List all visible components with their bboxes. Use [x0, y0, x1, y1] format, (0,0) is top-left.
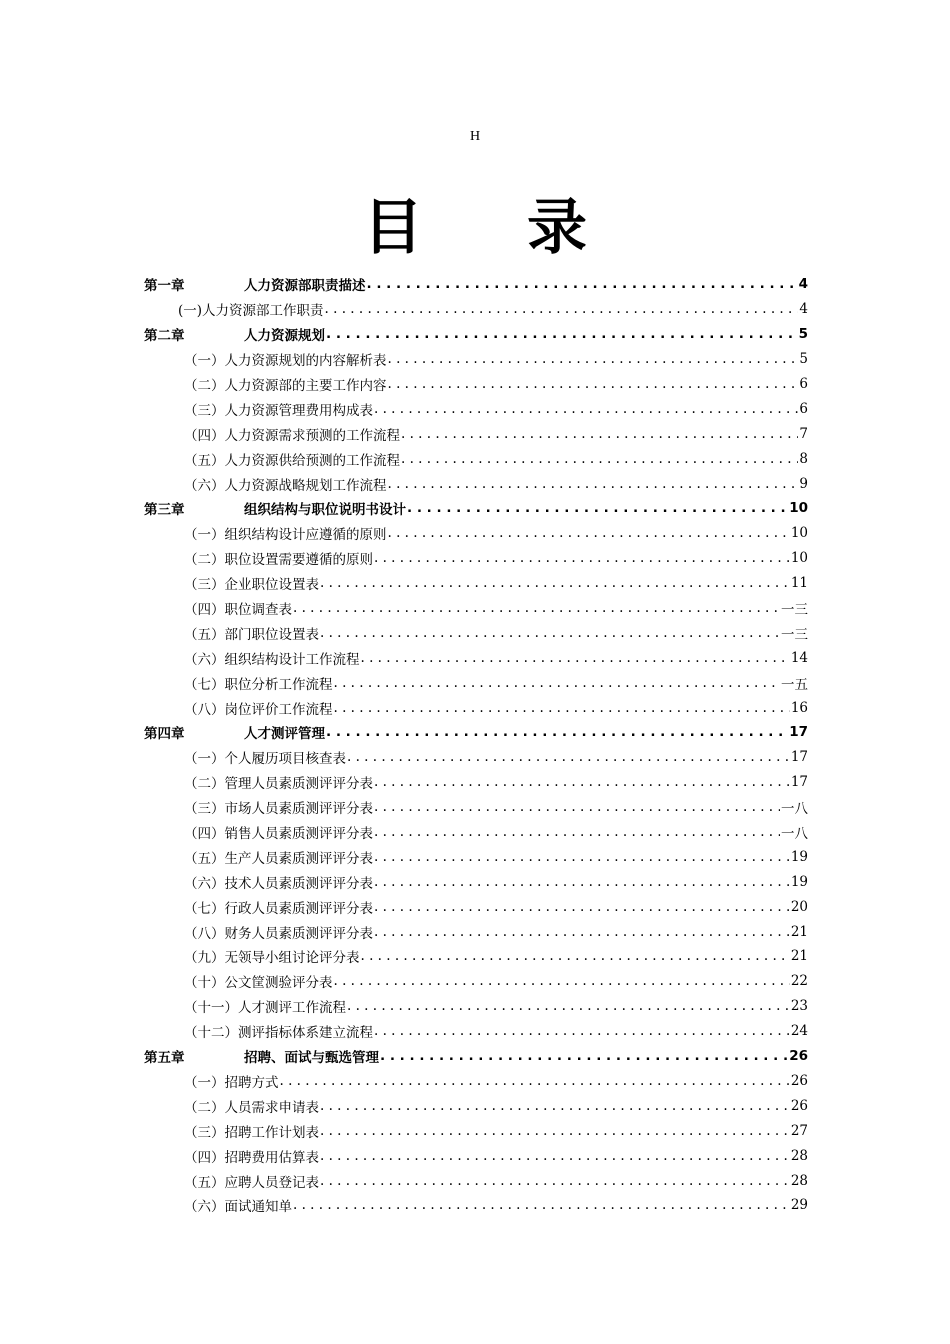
chapter-title: 组织结构与职位说明书设计 — [244, 502, 406, 519]
section-title: （八）岗位评价工作流程 — [184, 701, 333, 718]
section-title: （六）组织结构设计工作流程 — [184, 651, 360, 668]
toc-section-entry[interactable] — [144, 969, 808, 994]
section-title: （四）人力资源需求预测的工作流程 — [184, 427, 400, 444]
page-header-mark: H — [469, 129, 481, 144]
page-number: 一三 — [781, 602, 808, 619]
toc-chapter-entry[interactable] — [144, 496, 808, 521]
toc-section-entry[interactable] — [144, 446, 808, 471]
page-number: 一八 — [781, 801, 808, 818]
toc-chapter-entry[interactable] — [144, 720, 808, 745]
toc-section-entry[interactable] — [144, 695, 808, 720]
chapter-number: 第四章 — [144, 726, 185, 743]
page-number: 6 — [799, 400, 808, 417]
section-title: （七）职位分析工作流程 — [184, 676, 333, 693]
toc-section-entry[interactable] — [144, 471, 808, 496]
page-number: 10 — [790, 525, 808, 542]
toc-section-entry[interactable] — [144, 944, 808, 969]
section-title: （一）个人履历项目核查表 — [184, 751, 346, 768]
page-number: 17 — [790, 774, 808, 791]
page-number: 28 — [790, 1147, 808, 1164]
dot-leader — [361, 650, 790, 666]
page-number: 一五 — [781, 676, 808, 693]
toc-section-entry[interactable] — [144, 795, 808, 820]
page-number: 27 — [790, 1122, 808, 1139]
chapter-title: 人力资源规划 — [244, 328, 325, 345]
dot-leader — [320, 1098, 790, 1114]
dot-leader — [320, 625, 780, 641]
dot-leader — [374, 401, 798, 417]
toc-section-entry[interactable] — [144, 1093, 808, 1118]
dot-leader — [374, 824, 780, 840]
toc-section-entry[interactable] — [144, 421, 808, 446]
section-title: （一）组织结构设计应遵循的原则 — [184, 527, 387, 544]
section-title: （十二）测评指标体系建立流程 — [184, 1025, 373, 1042]
toc-section-entry[interactable] — [144, 1168, 808, 1193]
page-number: 11 — [790, 575, 808, 592]
dot-leader — [361, 948, 790, 964]
dot-leader — [320, 1148, 790, 1164]
section-title: （五）部门职位设置表 — [184, 626, 319, 643]
section-title: （六）人力资源战略规划工作流程 — [184, 477, 387, 494]
dot-leader — [334, 675, 781, 691]
chapter-number: 第二章 — [144, 328, 185, 345]
dot-leader — [293, 1197, 790, 1213]
dot-leader — [334, 700, 790, 716]
dot-leader — [401, 451, 798, 467]
page-number: 17 — [789, 724, 808, 741]
page-number: 19 — [790, 848, 808, 865]
dot-leader — [293, 600, 780, 616]
page-number: 4 — [798, 276, 808, 293]
toc-section-entry[interactable] — [144, 372, 808, 397]
section-title: （五）人力资源供给预测的工作流程 — [184, 452, 400, 469]
section-title: （七）行政人员素质测评评分表 — [184, 900, 373, 917]
toc-section-entry[interactable] — [144, 596, 808, 621]
page-number: 5 — [799, 351, 808, 368]
toc-section-entry[interactable] — [144, 521, 808, 546]
dot-leader — [374, 799, 780, 815]
dot-leader — [374, 550, 790, 566]
page-number: 10 — [789, 500, 808, 517]
toc-section-entry[interactable] — [144, 820, 808, 845]
dot-leader — [388, 376, 799, 392]
title-char-right: 录 — [527, 193, 587, 263]
page-number: 一八 — [781, 826, 808, 843]
page-number: 19 — [790, 873, 808, 890]
dot-leader — [374, 849, 790, 865]
dot-leader — [380, 1048, 788, 1064]
page-number: 26 — [789, 1048, 808, 1065]
section-title: （二）职位设置需要遵循的原则 — [184, 552, 373, 569]
toc-section-entry[interactable] — [144, 844, 808, 869]
dot-leader — [388, 476, 799, 492]
section-title: （六）面试通知单 — [184, 1199, 292, 1216]
chapter-title: 招聘、面试与甄选管理 — [244, 1050, 379, 1067]
page-number: 10 — [790, 550, 808, 567]
page-number: 23 — [790, 998, 808, 1015]
dot-leader — [320, 1173, 790, 1189]
dot-leader — [374, 774, 790, 790]
toc-section-entry[interactable] — [144, 894, 808, 919]
section-title: （三）人力资源管理费用构成表 — [184, 402, 373, 419]
dot-leader — [320, 1123, 790, 1139]
page-number: 29 — [790, 1197, 808, 1214]
page-number: 8 — [799, 450, 808, 467]
section-title: （二）人力资源部的主要工作内容 — [184, 378, 387, 394]
page-number: 5 — [798, 326, 808, 343]
dot-leader — [374, 924, 790, 940]
section-title: （一）人力资源规划的内容解析表 — [184, 353, 387, 370]
toc-section-entry[interactable] — [144, 396, 808, 421]
dot-leader — [320, 575, 790, 591]
page-number: 20 — [790, 898, 808, 915]
page-number: 14 — [790, 649, 808, 666]
dot-leader — [326, 326, 798, 342]
dot-leader — [374, 899, 790, 915]
toc-section-entry[interactable] — [144, 869, 808, 894]
page-number: 4 — [799, 301, 808, 318]
page-number: 24 — [790, 1023, 808, 1040]
section-title: （二）管理人员素质测评评分表 — [184, 776, 373, 793]
dot-leader — [374, 1023, 790, 1039]
toc-section-entry[interactable] — [144, 994, 808, 1019]
chapter-number: 第一章 — [144, 278, 185, 295]
section-title: （五）应聘人员登记表 — [184, 1174, 319, 1191]
chapter-number: 第五章 — [144, 1050, 185, 1067]
toc-section-entry[interactable] — [144, 1193, 808, 1218]
dot-leader — [401, 426, 798, 442]
toc-chapter-entry[interactable] — [144, 322, 808, 347]
toc-section-entry[interactable] — [144, 919, 808, 944]
section-title: （六）技术人员素质测评评分表 — [184, 875, 373, 892]
page-number: 21 — [790, 948, 808, 965]
dot-leader — [280, 1073, 790, 1089]
toc-section-entry[interactable] — [144, 1118, 808, 1143]
toc-section-entry[interactable] — [144, 347, 808, 372]
section-title: （十一）人才测评工作流程 — [184, 1000, 346, 1017]
page-number: 28 — [790, 1172, 808, 1189]
page-number: 16 — [790, 699, 808, 716]
section-title: （三）企业职位设置表 — [184, 577, 319, 594]
section-title: (一)人力资源部工作职责 — [178, 303, 324, 320]
toc-section-entry[interactable] — [144, 670, 808, 695]
dot-leader — [407, 500, 788, 516]
dot-leader — [334, 973, 790, 989]
page-number: 7 — [799, 425, 808, 442]
page-number: 6 — [799, 376, 808, 392]
dot-leader — [374, 874, 790, 890]
toc-section-entry[interactable] — [144, 745, 808, 770]
section-title: （三）市场人员素质测评评分表 — [184, 801, 373, 818]
toc-section-entry[interactable] — [144, 1019, 808, 1044]
dot-leader — [325, 301, 799, 317]
toc-section-entry[interactable] — [144, 297, 808, 322]
toc-section-entry[interactable] — [144, 770, 808, 795]
dot-leader — [388, 351, 799, 367]
dot-leader — [388, 525, 790, 541]
page-number: 一三 — [781, 626, 808, 643]
toc-chapter-entry[interactable] — [144, 272, 808, 297]
dot-leader — [347, 749, 790, 765]
table-of-contents — [144, 272, 808, 1218]
toc-section-entry[interactable] — [144, 620, 808, 645]
section-title: （九）无领导小组讨论评分表 — [184, 950, 360, 967]
page-number: 17 — [790, 749, 808, 766]
page-number: 9 — [799, 475, 808, 492]
dot-leader — [347, 998, 790, 1014]
section-title: （一）招聘方式 — [184, 1074, 279, 1091]
toc-section-entry[interactable] — [144, 645, 808, 670]
toc-chapter-entry[interactable] — [144, 1044, 808, 1069]
page-number: 22 — [790, 973, 808, 990]
section-title: （五）生产人员素质测评评分表 — [184, 850, 373, 867]
toc-section-entry[interactable] — [144, 1143, 808, 1168]
title-char-left: 目 — [363, 193, 423, 263]
chapter-number: 第三章 — [144, 502, 185, 519]
section-title: （四）销售人员素质测评评分表 — [184, 826, 373, 843]
page-number: 26 — [790, 1072, 808, 1089]
page-number: 21 — [790, 923, 808, 940]
chapter-title: 人力资源部职责描述 — [244, 278, 366, 295]
section-title: （二）人员需求申请表 — [184, 1099, 319, 1116]
section-title: （三）招聘工作计划表 — [184, 1124, 319, 1141]
toc-section-entry[interactable] — [144, 546, 808, 571]
toc-section-entry[interactable] — [144, 1069, 808, 1094]
chapter-title: 人才测评管理 — [244, 726, 325, 743]
section-title: （八）财务人员素质测评评分表 — [184, 925, 373, 942]
section-title: （十）公文筐测验评分表 — [184, 975, 333, 992]
dot-leader — [326, 724, 788, 740]
page-title — [0, 180, 950, 266]
page-number: 26 — [790, 1097, 808, 1114]
section-title: （四）职位调查表 — [184, 602, 292, 619]
section-title: （四）招聘费用估算表 — [184, 1149, 319, 1166]
toc-section-entry[interactable] — [144, 571, 808, 596]
dot-leader — [367, 276, 798, 292]
